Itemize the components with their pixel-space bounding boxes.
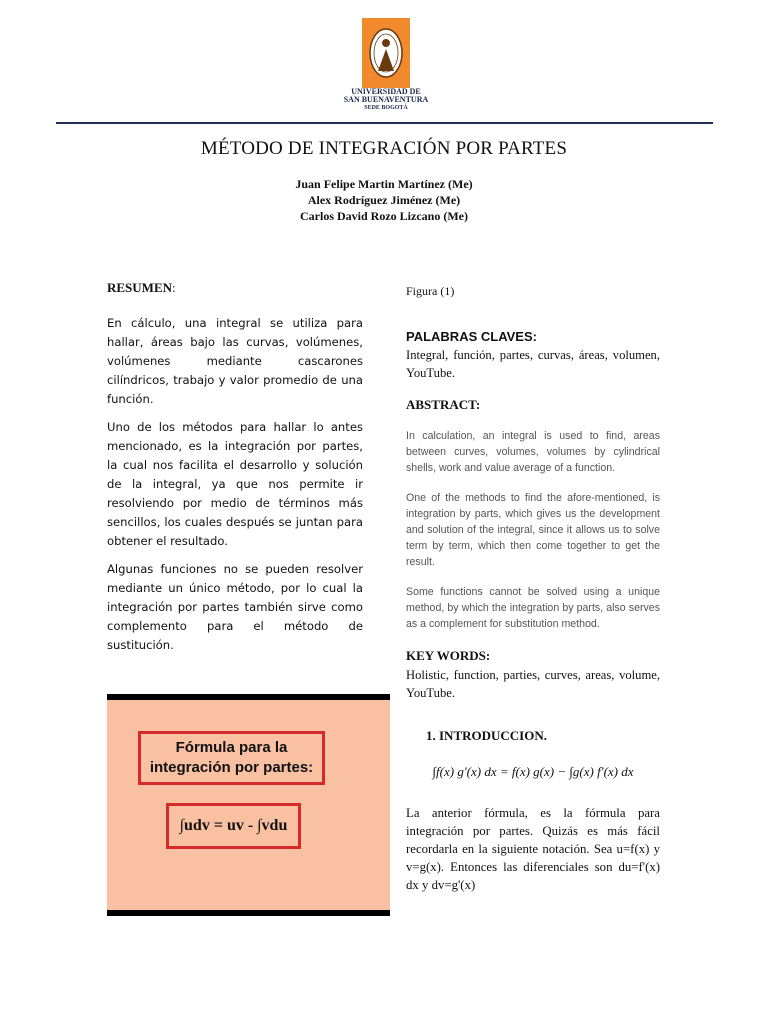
abstract-paragraph-1: In calculation, an integral is used to find, areas between curves, volumes, volumes by cylindrical shells, work and value average of a function. xyxy=(406,430,660,474)
formula-figure xyxy=(107,694,390,916)
formula-label-box xyxy=(138,731,325,785)
university-line-1: UNIVERSIDAD DE xyxy=(351,87,421,96)
abstract-heading: ABSTRACT: xyxy=(406,397,481,412)
author-1: Juan Felipe Martin Martínez (Me) xyxy=(295,177,473,191)
formula-label-line-1: Fórmula para la xyxy=(175,739,288,756)
resumen-paragraph-1: En cálculo, una integral se utiliza para hallar, áreas bajo las curvas, volúmenes, volúmenes mediante cascarones cilíndricos, trabajo y valor promedio de una función. xyxy=(107,316,363,406)
left-column xyxy=(107,280,363,664)
formula-label-line-2: integración por partes: xyxy=(149,759,314,776)
resumen-heading-text: RESUMEN xyxy=(107,280,173,295)
resumen-paragraph-2: Uno de los métodos para hallar lo antes mencionado, es la integración por partes, la cual nos facilita el desarrollo y solución de la integral, ya que nos permite ir resolviendo por medio de términos más sencillos, los cuales después se juntan para obtener el resultado. xyxy=(107,420,363,548)
abstract-paragraph-3: Some functions cannot be solved using a unique method, by which the integration by parts, also serves as a complement for substitution method. xyxy=(406,586,660,630)
formula-box: ∫udv = uv - ∫vdu xyxy=(166,803,301,849)
figure-caption: Figura (1) xyxy=(406,284,455,298)
university-line-2: SAN BUENAVENTURA xyxy=(343,95,429,104)
author-2: Alex Rodríguez Jiménez (Me) xyxy=(307,193,461,207)
author-list xyxy=(0,176,768,224)
author-3: Carlos David Rozo Lizcano (Me) xyxy=(300,209,468,223)
paper-title: MÉTODO DE INTEGRACIÓN POR PARTES xyxy=(200,138,568,159)
introduction-heading: 1. INTRODUCCION. xyxy=(426,728,547,743)
integration-by-parts-equation: ∫f(x) g′(x) dx = f(x) g(x) − ∫g(x) f′(x) dx xyxy=(432,764,634,779)
palabras-claves-text: Integral, función, partes, curvas, áreas, volumen, YouTube. xyxy=(406,348,660,380)
university-name xyxy=(330,88,442,112)
introduction-text: La anterior fórmula, es la fórmula para integración por partes. Quizás es más fácil recordarla en la siguiente notación. Sea u=f(x) y v=g(x). Entonces las diferenciales son du=f'(x) dx y dv=g'(x) xyxy=(406,806,660,892)
resumen-paragraph-3: Algunas funciones no se pueden resolver mediante un único método, por lo cual la integración por partes también sirve como complemento para el método de sustitución. xyxy=(107,562,363,652)
resumen-heading xyxy=(107,280,363,296)
header-rule xyxy=(56,122,713,124)
palabras-claves-heading: PALABRAS CLAVES: xyxy=(406,329,537,344)
key-words-heading: KEY WORDS: xyxy=(406,648,491,663)
right-column xyxy=(406,280,660,894)
university-logo xyxy=(362,18,410,88)
resumen-heading-colon: : xyxy=(172,280,176,295)
key-words-text: Holistic, function, parties, curves, areas, volume, YouTube. xyxy=(406,668,660,700)
university-line-3: SEDE BOGOTÁ xyxy=(364,105,408,111)
university-seal-icon xyxy=(366,23,406,83)
abstract-paragraph-2: One of the methods to find the afore-mentioned, is integration by parts, which gives us the development and solution of the integral, since it allows us to solve term by term, which then come together to get the result. xyxy=(406,492,660,568)
